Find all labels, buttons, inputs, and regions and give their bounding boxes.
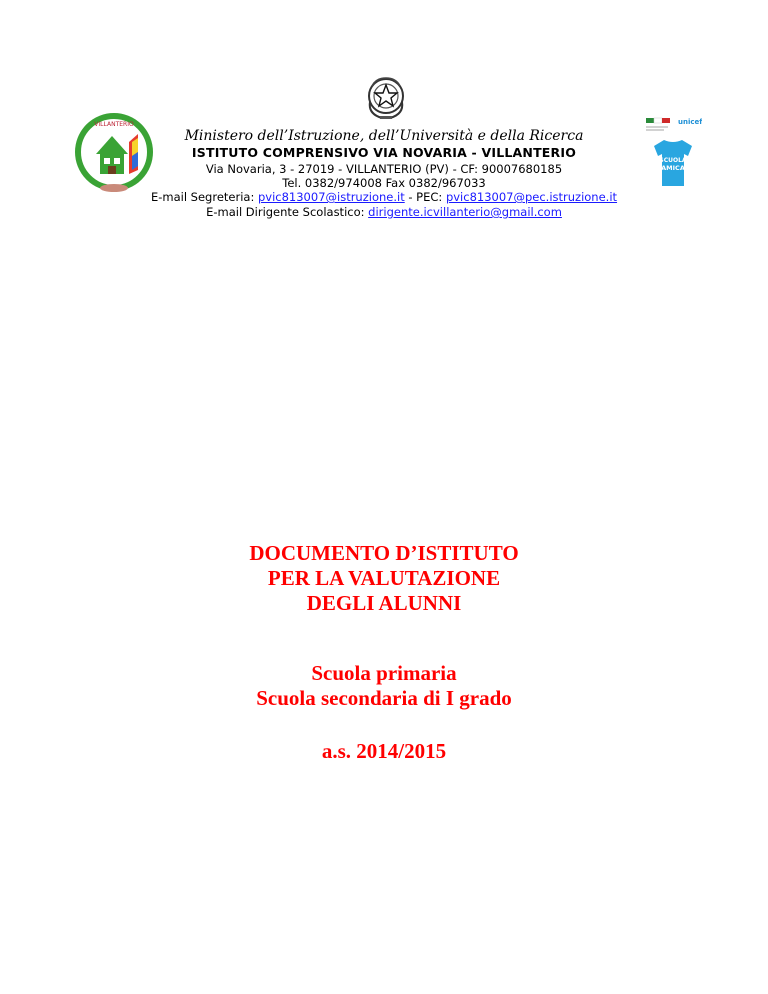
shirt-text-1: SCUOLA	[659, 157, 687, 164]
email-line	[0, 190, 768, 204]
email-secretary-link[interactable]: pvic813007@istruzione.it	[257, 190, 405, 204]
email-secretary-label: E-mail Segreteria:	[150, 190, 258, 204]
school-year: a.s. 2014/2015	[321, 739, 447, 763]
institute-name: ISTITUTO COMPRENSIVO VIA NOVARIA - VILLANTERIO	[191, 145, 577, 160]
document-title-line-2: PER LA VALUTAZIONE	[267, 566, 501, 590]
document-title-line-3: DEGLI ALUNNI	[306, 591, 462, 615]
email-director-label: E-mail Dirigente Scolastico:	[206, 205, 369, 219]
shirt-text-2: AMICA	[661, 164, 685, 172]
unicef-text: unicef	[678, 118, 702, 126]
ministry-name: Ministero dell’Istruzione, dell’Università e della Ricerca	[184, 128, 584, 144]
address-line: Via Novaria, 3 - 27019 - VILLANTERIO (PV) - CF: 90007680185	[205, 162, 563, 176]
pec-link[interactable]: pvic813007@pec.istruzione.it	[445, 190, 618, 204]
phone-line: Tel. 0382/974008 Fax 0382/967033	[282, 176, 486, 190]
subtitle-primary-school: Scuola primaria	[311, 661, 457, 685]
document-title-line-1: DOCUMENTO D’ISTITUTO	[249, 541, 519, 565]
pec-label: - PEC:	[404, 190, 446, 204]
subtitle-secondary-school: Scuola secondaria di I grado	[256, 686, 512, 710]
school-logo-text: VILLANTERIO	[94, 121, 134, 128]
director-email-line	[0, 205, 768, 219]
italian-republic-emblem	[364, 72, 408, 122]
email-director-link[interactable]: dirigente.icvillanterio@gmail.com	[368, 205, 562, 219]
